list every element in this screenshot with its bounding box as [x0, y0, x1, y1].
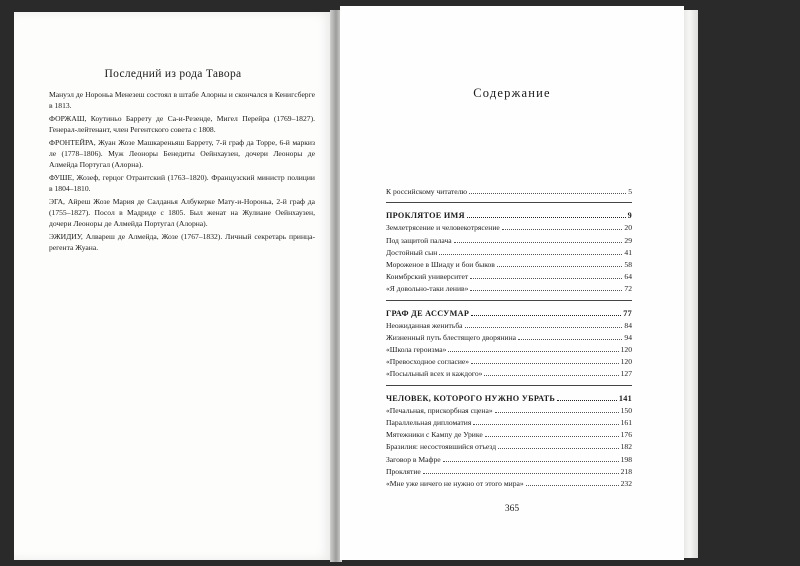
toc-page-number: 161 — [620, 418, 632, 427]
dot-leader — [498, 440, 618, 449]
dot-leader — [473, 416, 618, 425]
toc-entry-title: К российскому читателю — [386, 187, 468, 196]
toc-entry-title: Под защитой палача — [386, 235, 452, 245]
dot-leader — [497, 258, 623, 267]
page-edge — [684, 10, 698, 558]
glossary-entry: ФУШЕ, Жозеф, герцог Отрантский (1763–1820). Французский министр полиции в 1804–1810. — [49, 173, 315, 193]
toc-entry-title: «Я довольно-таки ленив» — [386, 284, 469, 294]
toc-chapter-row — [386, 440, 632, 452]
toc-part-row — [386, 392, 632, 404]
toc-entry-title: ГРАФ ДЕ АССУМАР — [386, 308, 470, 318]
toc-entry-title: ЧЕЛОВЕК, КОТОРОГО НУЖНО УБРАТЬ — [386, 393, 556, 403]
toc-page-number: 120 — [620, 357, 632, 367]
toc-entry-title: Жизненный путь блестящего дворянина — [386, 332, 517, 342]
toc-page-number: 141 — [618, 393, 632, 403]
toc-entry-title: Заговор в Мафре — [386, 454, 441, 464]
toc-entry-title: «Превосходное согласие» — [386, 357, 470, 367]
toc-page-number: 64 — [624, 272, 632, 282]
toc-chapter-row — [386, 428, 632, 440]
toc-entry-title: Достойный сын — [386, 247, 438, 257]
section-divider — [386, 385, 632, 386]
toc-chapter-row — [386, 221, 632, 233]
toc-entry-title: «Мне уже ничего не нужно от этого мира» — [386, 478, 524, 488]
dot-leader — [470, 270, 622, 279]
toc-entry-title: «Школа героизма» — [386, 345, 447, 355]
table-of-contents — [386, 185, 632, 489]
page-number: 365 — [504, 504, 520, 514]
toc-entry-title: Параллельная дипломатия — [386, 418, 472, 427]
dot-leader — [471, 307, 621, 316]
contents-heading: Содержание — [473, 86, 551, 100]
toc-entry-title: Землетрясение и человекотрясение — [386, 223, 500, 233]
toc-page-number: 20 — [624, 223, 632, 233]
toc-page-number: 72 — [624, 284, 632, 294]
toc-entry-title: ПРОКЛЯТОЕ ИМЯ — [386, 211, 465, 221]
dot-leader — [448, 343, 618, 352]
dot-leader — [467, 209, 626, 218]
toc-chapter-row — [386, 465, 632, 477]
toc-page-number: 58 — [624, 259, 632, 269]
dot-leader — [443, 453, 619, 462]
glossary-entry: ФРОНТЕЙРА, Жуан Жозе Машкареньяш Баррету, 7-й граф да Торре, 6-й маркиз ле (1778–1806). Муж Леоноры Бенедиты Оейнхаузен, дочери Леоноры де Алмейда Португал (Алорна). — [49, 138, 315, 169]
toc-page-number: 127 — [620, 369, 632, 379]
toc-chapter-row — [386, 331, 632, 343]
toc-page-number: 84 — [624, 320, 632, 330]
toc-chapter-row — [386, 355, 632, 367]
toc-entry-title: Мятежники с Кампу де Урике — [386, 430, 483, 440]
dot-leader — [518, 331, 622, 340]
glossary-entry: ЭГА, Айреш Жозе Мария де Салданья Албукерке Мату-и-Нороньа, 2-й граф да (1755–1827). Посол в Мадриде с 1805. Был женат на Жулиане Оейнхаузен, дочери Леоноры де Алмейда Португал (Алорна). — [49, 197, 315, 228]
glossary-entry: ФОРЖАШ, Коутиньо Баррету де Са-и-Резенде, Мигел Перейра (1769–1827). Генерал-лейтенант, член Регентского совета с 1808. — [49, 114, 315, 134]
toc-chapter-row — [386, 246, 632, 258]
section-divider — [386, 300, 632, 301]
toc-page-number: 29 — [624, 235, 632, 245]
dot-leader — [454, 234, 623, 243]
toc-entry-title: Проклятие — [386, 466, 421, 476]
dot-leader — [439, 246, 622, 255]
section-divider — [386, 202, 632, 203]
toc-chapter-row — [386, 185, 632, 197]
dot-leader — [469, 185, 626, 194]
dot-leader — [465, 319, 623, 328]
toc-part-row — [386, 307, 632, 319]
toc-page-number: 182 — [620, 442, 632, 452]
glossary-entry: Мануэл де Нороньа Менезеш состоял в штабе Алорны и скончался в Кенигсберге в 1813. — [49, 90, 315, 110]
dot-leader — [484, 367, 618, 376]
toc-page-number: 5 — [628, 187, 632, 196]
toc-chapter-row — [386, 416, 632, 428]
left-page-title: Последний из рода Тавора — [104, 68, 242, 80]
toc-entry-title: «Посыльный всех и каждого» — [386, 369, 483, 379]
toc-page-number: 176 — [620, 430, 632, 440]
toc-chapter-row — [386, 270, 632, 282]
dot-leader — [502, 221, 623, 230]
toc-chapter-row — [386, 453, 632, 465]
toc-part-row — [386, 209, 632, 221]
left-page — [14, 12, 332, 560]
toc-page-number: 198 — [620, 454, 632, 464]
toc-chapter-row — [386, 258, 632, 270]
dot-leader — [470, 282, 622, 291]
toc-chapter-row — [386, 404, 632, 416]
dot-leader — [423, 465, 619, 474]
toc-page-number: 232 — [620, 478, 632, 488]
toc-page-number: 218 — [620, 466, 632, 476]
toc-page-number: 150 — [620, 405, 632, 415]
dot-leader — [526, 477, 619, 486]
toc-chapter-row — [386, 477, 632, 489]
glossary-entry: ЭЖИДИУ, Алвареш де Алмейда, Жозе (1767–1832). Личный секретарь принца-регента Жуана. — [49, 232, 315, 252]
toc-chapter-row — [386, 234, 632, 246]
glossary-entries — [49, 90, 315, 256]
toc-page-number: 77 — [623, 308, 632, 318]
toc-page-number: 9 — [627, 211, 632, 221]
toc-entry-title: «Печальная, прискорбная сцена» — [386, 405, 493, 415]
toc-entry-title: Коимбрский университет — [386, 272, 469, 282]
toc-chapter-row — [386, 319, 632, 331]
dot-leader — [495, 404, 619, 413]
toc-chapter-row — [386, 282, 632, 294]
dot-leader — [557, 392, 617, 401]
toc-page-number: 120 — [620, 345, 632, 355]
toc-page-number: 41 — [624, 247, 632, 257]
dot-leader — [471, 355, 619, 364]
toc-entry-title: Мороженое в Шиаду и бои быков — [386, 259, 495, 269]
toc-page-number: 94 — [624, 332, 632, 342]
toc-chapter-row — [386, 343, 632, 355]
dot-leader — [485, 428, 619, 437]
toc-entry-title: Неожиданная женитьба — [386, 320, 463, 330]
toc-chapter-row — [386, 367, 632, 379]
toc-entry-title: Бразилия: несостоявшийся отъезд — [386, 442, 497, 452]
